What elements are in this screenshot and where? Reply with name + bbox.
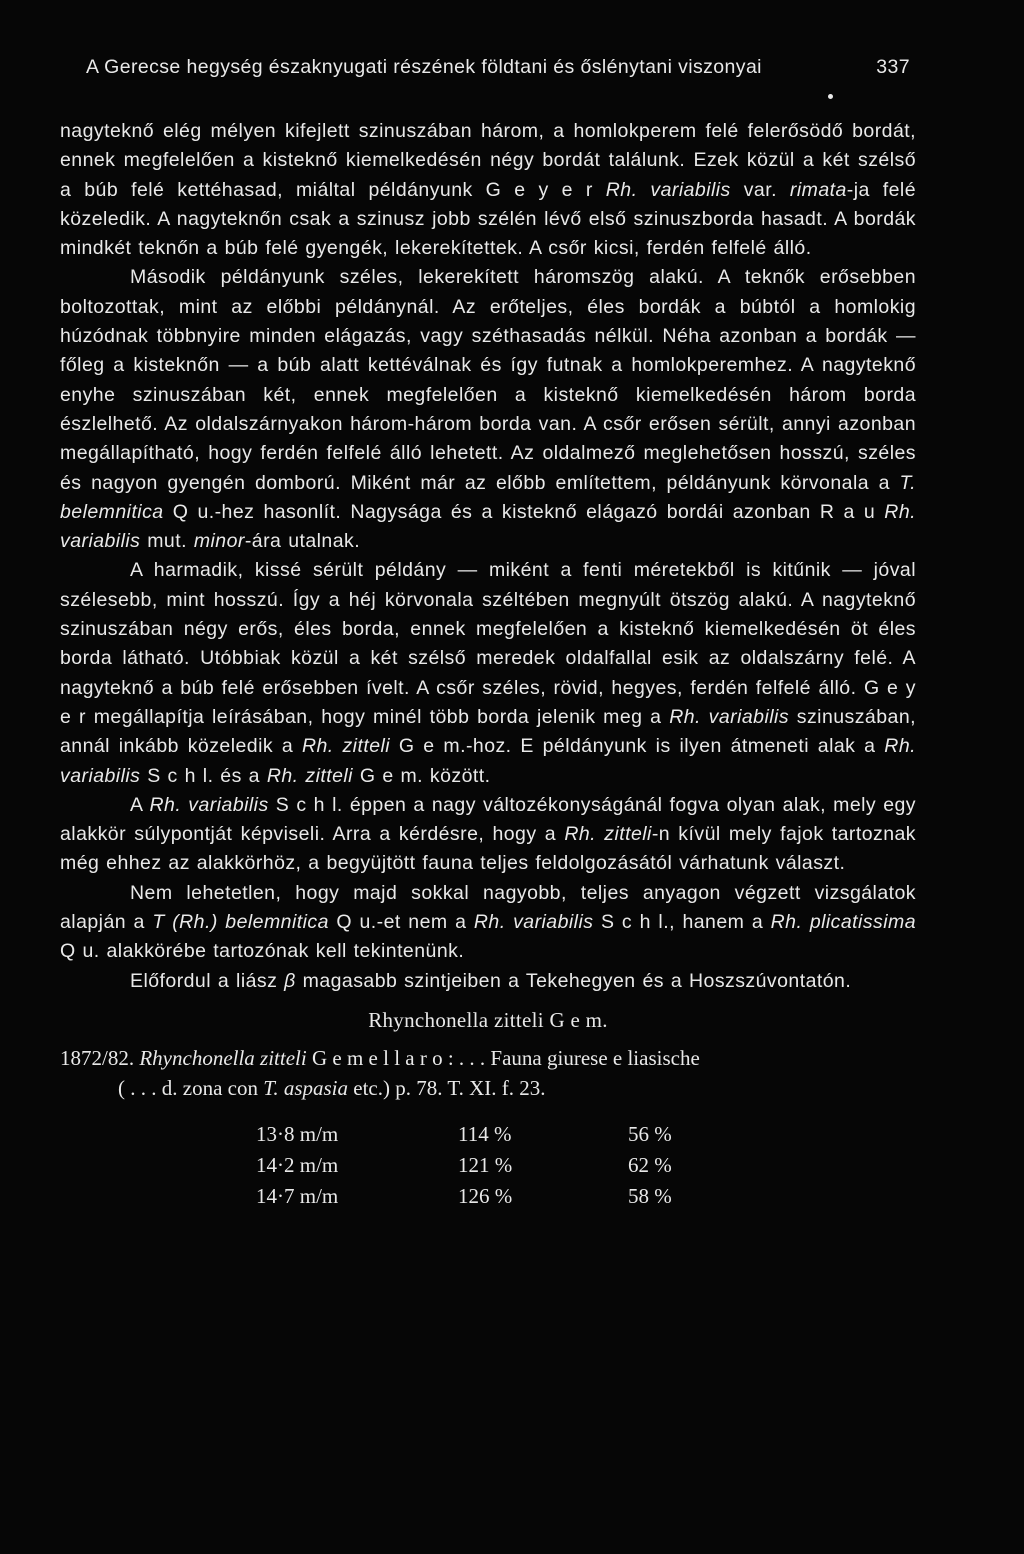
bibliographic-reference — [60, 1043, 916, 1103]
taxon-name: Rh. variabilis — [60, 500, 916, 553]
taxon-name: Rh. plicatissima — [770, 911, 916, 934]
taxon-name: Rh. variabilis — [473, 911, 594, 934]
text-run: mut. — [140, 530, 194, 553]
header-title: A Gerecse hegység északnyugati részének földtani és őslénytani viszonyai — [86, 56, 762, 78]
width-ratio: 121 % — [458, 1152, 513, 1177]
reference-line-1 — [60, 1043, 916, 1073]
thickness-ratio: 62 % — [628, 1152, 672, 1177]
page-number: 337 — [876, 56, 910, 78]
text-run: nagyteknő elég mélyen kifejlett szinuszában három, a homlokperem felé felerősödő bordát, ennek megfelelően a kisteknő kiemelkedésén négy bordát találunk. Ezek közül a két szélső a búb felé kettéhasad, miáltal példányunk G e y e r — [60, 120, 916, 201]
taxon-name: Rh. variabilis — [60, 735, 916, 787]
paragraph-2 — [60, 263, 916, 556]
measurement-table — [60, 1119, 916, 1212]
text-run: S c h l., hanem a — [593, 911, 771, 934]
body-text — [60, 117, 916, 996]
width-ratio: 126 % — [458, 1183, 513, 1208]
text-run: etc.) p. 78. T. XI. f. 23. — [348, 1075, 546, 1100]
measurement-row — [60, 1181, 916, 1212]
length-value: 13·8 m/m — [256, 1121, 339, 1146]
taxon-name: Rh. variabilis — [669, 705, 790, 728]
text-run: A harmadik, kissé sérült példány — miként a fenti méretekből is kitűnik — jóval szélesebb, mint hosszú. Így a héj körvonala széltében megnyúlt ötszög alakú. A nagyteknő szinuszában négy erős, éles borda, ennek megfelelően a kisteknő kiemelkedésén öt éles borda látható. Utóbbiak közül a két szélső meredek oldalfallal esik az oldalszárny felé. A nagyteknő a búb felé erősebben ívelt. A csőr széles, rövid, hegyes, ferdén felfelé álló. G e y e r megállapítja leírásában, hogy minél több borda jelenik meg a — [60, 559, 916, 728]
taxon-name: rimata — [789, 178, 847, 201]
taxon-name: T. belemnitica — [60, 471, 916, 523]
text-run: G e m.-hoz. E példányunk is ilyen átmeneti alak a — [390, 735, 885, 758]
text-run: G e m. között. — [352, 764, 491, 787]
document-page — [60, 56, 916, 1212]
running-header — [60, 56, 916, 79]
text-run: ( . . . d. zona con — [118, 1075, 264, 1100]
taxon-name: Rh. variabilis — [605, 178, 731, 201]
measurement-row — [60, 1119, 916, 1150]
beta-symbol: β — [284, 969, 296, 992]
text-run: Nem lehetetlen, hogy majd sokkal nagyobb, teljes anyagon végzett vizsgálatok alapján a — [60, 881, 916, 934]
print-speck — [828, 94, 833, 99]
text-run: var. — [730, 178, 790, 201]
thickness-ratio: 58 % — [628, 1183, 672, 1208]
taxon-name: Rhynchonella zitteli — [139, 1045, 307, 1070]
text-run: Előfordul a liász — [130, 969, 285, 992]
text-run: Q u. alakkörébe tartozónak kell tekintenünk. — [60, 940, 465, 963]
paragraph-5 — [60, 879, 916, 967]
text-run: G e m e l l a r o : . . . Fauna giurese e liasische — [306, 1045, 700, 1070]
text-run: szinuszában, annál inkább közeledik a — [60, 705, 916, 758]
text-run: Q u.-et nem a — [328, 911, 474, 934]
taxon-name: T. aspasia — [263, 1075, 349, 1100]
width-ratio: 114 % — [458, 1121, 512, 1146]
paragraph-3 — [60, 556, 916, 790]
thickness-ratio: 56 % — [628, 1121, 672, 1146]
text-run: -n kívül mely fajok tartoznak még ehhez az alakkörhöz, a begyüjtött fauna teljes feldolgozásától várhatunk választ. — [60, 823, 917, 875]
section-title: Rhynchonella zitteli G e m. — [368, 1007, 608, 1032]
length-value: 14·7 m/m — [256, 1183, 339, 1208]
taxon-name: Rh. zitteli — [564, 823, 652, 846]
taxon-name: Rh. variabilis — [149, 793, 269, 816]
taxon-name: T (Rh.) belemnitica — [152, 911, 329, 934]
text-run: Q u.-hez hasonlít. Nagysága és a kisteknő elágazó bordái azonban R a u — [163, 500, 885, 523]
text-run: S c h l. és a — [140, 764, 267, 787]
text-run: Második példányunk széles, lekerekített háromszög alakú. A teknők erősebben boltozottak, mint az előbbi példánynál. Az erőteljes, éles bordák a búbtól a homlokig húzódnak többnyire minden elágazás, vagy széthasadás nélkül. Néha azonban a bordák — főleg a kisteknőn — a búb alatt kettéválnak és így futnak a homlokperemhez. A nagyteknő enyhe szinuszában két, ennek megfelelően a kisteknő kiemelkedésén három borda észlelhető. Az oldalszárnyakon három-három borda van. A csőr erősen sérült, annyi azonban megállapítható, hogy ferdén felfelé álló lehetett. Az oldalmező meglehetősen hosszú, széles és nagyon gyengén domború. Miként már az előbb említettem, példányunk körvonala a — [60, 266, 916, 494]
text-run: S c h l. éppen a nagy változékonyságánál fogva olyan alak, mely egy alakkör súlypontját képviseli. Arra a kérdésre, hogy a — [60, 793, 917, 846]
paragraph-1 — [60, 117, 916, 263]
taxon-name: Rh. zitteli — [266, 764, 353, 787]
text-run: A — [130, 793, 150, 816]
text-run: -ára utalnak. — [244, 530, 361, 553]
taxon-name: Rh. zitteli — [301, 735, 391, 758]
measurement-row — [60, 1150, 916, 1181]
length-value: 14·2 m/m — [256, 1152, 339, 1177]
paragraph-6 — [60, 967, 916, 996]
text-run: 1872/82. — [60, 1045, 140, 1070]
reference-line-2 — [60, 1073, 916, 1103]
text-run: magasabb szintjeiben a Tekehegyen és a Hoszszúvontatón. — [295, 969, 852, 992]
text-run: -ja felé közeledik. A nagyteknőn csak a szinusz jobb szélén lévő első szinuszborda hasadt. A bordák mindkét teknőn a búb felé gyengék, lekerekítettek. A csőr kicsi, ferdén felfelé álló. — [60, 178, 917, 260]
taxon-name: minor — [193, 530, 245, 553]
paragraph-4 — [60, 791, 916, 879]
